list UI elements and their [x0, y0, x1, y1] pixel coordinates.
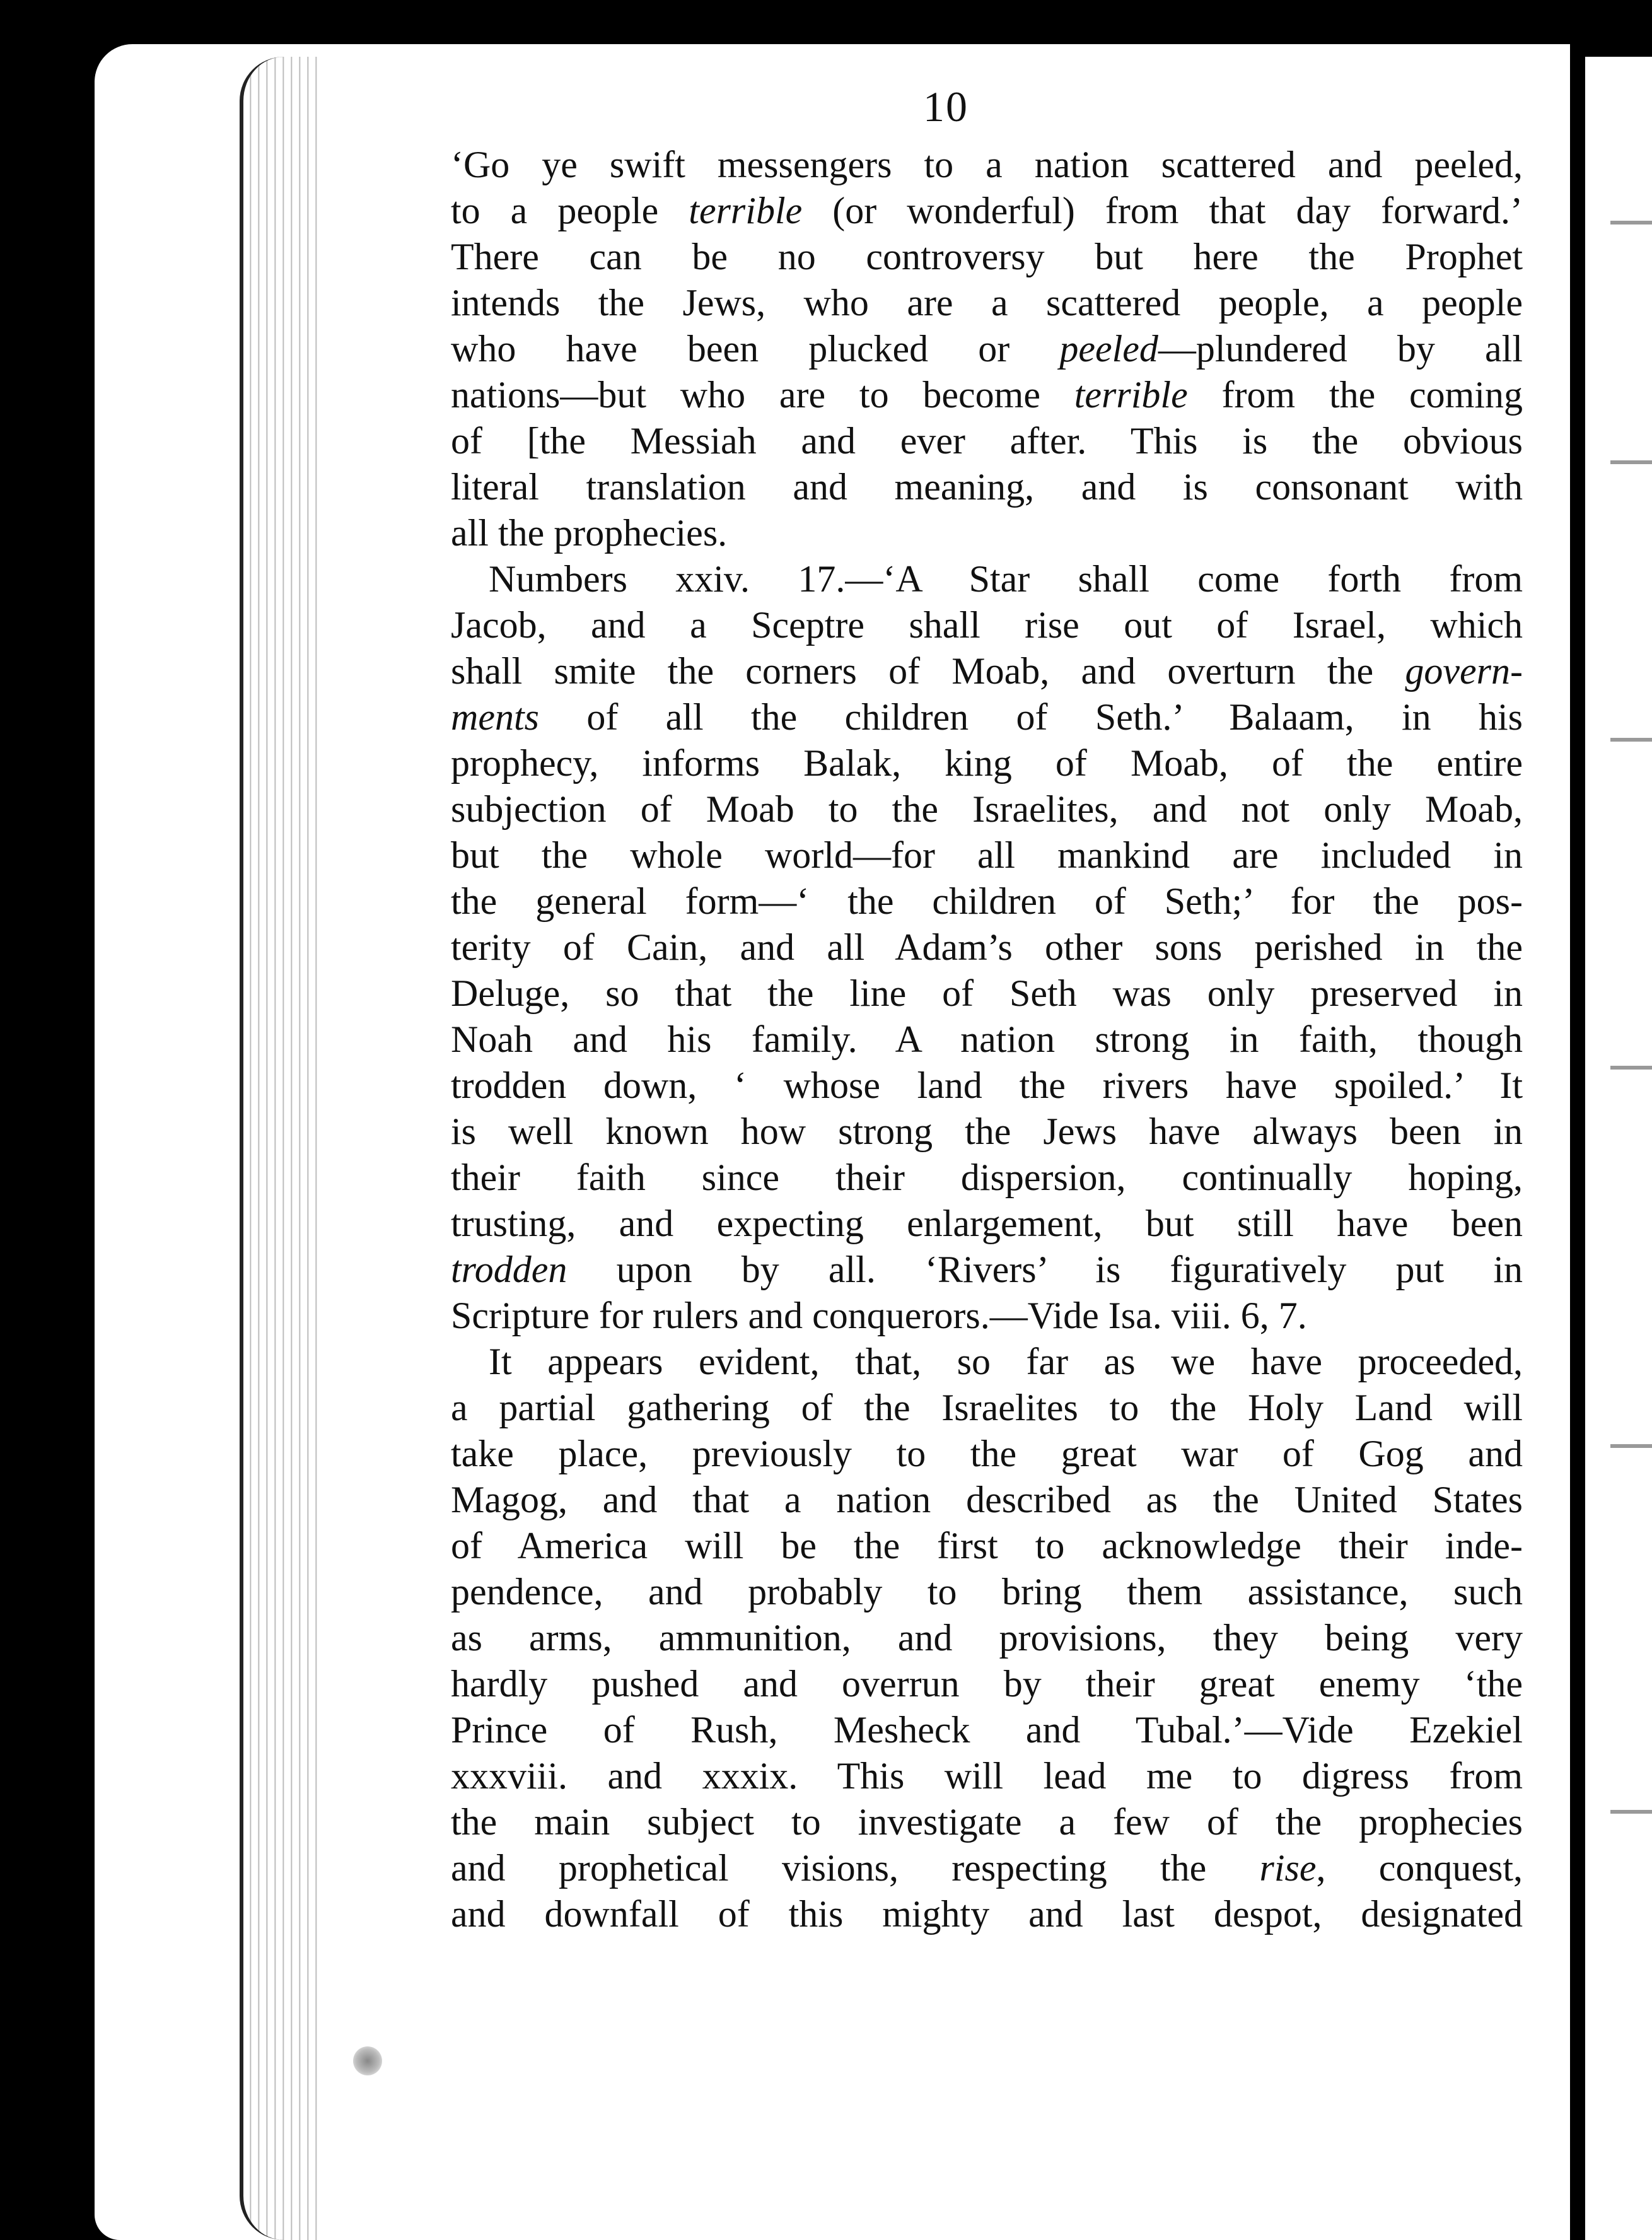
page-edges — [240, 57, 319, 2240]
facing-page-edge — [1583, 57, 1652, 2240]
text-line — [451, 1385, 1523, 1431]
text-line — [451, 602, 1523, 648]
text-run: , conquest, — [1316, 1847, 1523, 1889]
text-run: Magog, and that a nation described as the United States — [451, 1479, 1523, 1520]
text-line — [451, 1109, 1523, 1155]
text-line — [451, 464, 1523, 510]
text-line — [451, 510, 1523, 556]
text-run: It appears evident, that, so far as we have proceeded, — [489, 1341, 1523, 1382]
text-run: from the coming — [1187, 374, 1523, 416]
text-run: to a people — [451, 190, 689, 231]
text-run: Prince of Rush, Mesheck and Tubal.’—Vide Ezekiel — [451, 1709, 1523, 1751]
text-line — [451, 326, 1523, 372]
text-run: pendence, and probably to bring them assistance, such — [451, 1571, 1523, 1613]
text-line — [451, 1247, 1523, 1293]
text-line — [451, 188, 1523, 234]
gutter-shadow — [1571, 57, 1583, 2240]
text-run: Numbers xxiv. 17.—‘A Star shall come forth from — [489, 558, 1523, 600]
text-run: hardly pushed and overrun by their great enemy ‘the — [451, 1663, 1523, 1705]
text-run: (or wonderful) from that day forward.’ — [802, 190, 1523, 231]
text-run: is well known how strong the Jews have always been in — [451, 1111, 1523, 1152]
text-run: trodden down, ‘ whose land the rivers have spoiled.’ It — [451, 1065, 1523, 1106]
text-line — [451, 971, 1523, 1017]
italic-text: govern- — [1405, 650, 1523, 692]
text-line — [451, 1201, 1523, 1247]
text-line — [451, 1017, 1523, 1063]
text-line — [451, 556, 1523, 602]
text-line — [451, 878, 1523, 925]
text-run: subjection of Moab to the Israelites, and not only Moab, — [451, 788, 1523, 830]
text-run: upon by all. ‘Rivers’ is figuratively put in — [567, 1249, 1523, 1290]
italic-text: ments — [451, 696, 539, 738]
text-line — [451, 1063, 1523, 1109]
text-line — [451, 142, 1523, 188]
text-run: prophecy, informs Balak, king of Moab, of the entire — [451, 742, 1523, 784]
text-line — [451, 740, 1523, 786]
text-run: literal translation and meaning, and is consonant with — [451, 466, 1523, 508]
text-run: their faith since their dispersion, continually hoping, — [451, 1157, 1523, 1198]
text-line — [451, 925, 1523, 971]
text-line — [451, 1615, 1523, 1661]
text-line — [451, 1523, 1523, 1569]
text-run: There can be no controversy but here the Prophet — [451, 236, 1523, 277]
text-run: Jacob, and a Sceptre shall rise out of Israel, which — [451, 604, 1523, 646]
text-line — [451, 1753, 1523, 1799]
text-run: shall smite the corners of Moab, and overturn the — [451, 650, 1405, 692]
text-run: Deluge, so that the line of Seth was only preserved in — [451, 972, 1523, 1014]
italic-text: trodden — [451, 1249, 567, 1290]
text-line — [451, 1293, 1523, 1339]
text-line — [451, 1569, 1523, 1615]
text-line — [451, 694, 1523, 740]
text-run: of all the children of Seth.’ Balaam, in his — [538, 696, 1523, 738]
text-run: —plundered by all — [1158, 328, 1523, 370]
text-line — [451, 1477, 1523, 1523]
text-run: the main subject to investigate a few of the prophecies — [451, 1801, 1523, 1843]
text-run: trusting, and expecting enlargement, but still have been — [451, 1203, 1523, 1244]
text-run: Noah and his family. A nation strong in faith, though — [451, 1018, 1523, 1060]
text-run: intends the Jews, who are a scattered people, a people — [451, 282, 1523, 324]
text-line — [451, 418, 1523, 464]
text-line — [451, 280, 1523, 326]
text-run: a partial gathering of the Israelites to the Holy Land will — [451, 1387, 1523, 1428]
text-line — [451, 648, 1523, 694]
text-line — [451, 786, 1523, 832]
text-run: who have been plucked or — [451, 328, 1060, 370]
text-run: terity of Cain, and all Adam’s other sons perished in the — [451, 926, 1523, 968]
text-run: and downfall of this mighty and last despot, designated — [451, 1893, 1523, 1935]
text-line — [451, 1155, 1523, 1201]
text-run: the general form—‘ the children of Seth;’ for the pos- — [451, 880, 1523, 922]
text-line — [451, 1891, 1523, 1937]
text-run: take place, previously to the great war of Gog and — [451, 1433, 1523, 1474]
text-run: as arms, ammunition, and provisions, they being very — [451, 1617, 1523, 1659]
text-run: Scripture for rulers and conquerors.—Vide Isa. viii. 6, 7. — [451, 1295, 1307, 1336]
text-line — [451, 372, 1523, 418]
text-run: of America will be the first to acknowledge their inde- — [451, 1525, 1523, 1566]
text-line — [451, 1845, 1523, 1891]
italic-text: peeled — [1059, 328, 1158, 370]
text-line — [451, 1339, 1523, 1385]
text-line — [451, 1431, 1523, 1477]
italic-text: terrible — [1074, 374, 1188, 416]
text-line — [451, 1707, 1523, 1753]
page-number: 10 — [923, 83, 969, 131]
text-run: but the whole world—for all mankind are included in — [451, 834, 1523, 876]
text-line — [451, 1799, 1523, 1845]
text-line — [451, 234, 1523, 280]
paper-blemish — [353, 2046, 382, 2075]
text-run: xxxviii. and xxxix. This will lead me to digress from — [451, 1755, 1523, 1797]
text-line — [451, 832, 1523, 878]
text-run: ‘Go ye swift messengers to a nation scattered and peeled, — [451, 144, 1523, 185]
body-text — [451, 142, 1523, 1937]
italic-text: rise — [1259, 1847, 1317, 1889]
text-run: nations—but who are to become — [451, 374, 1074, 416]
text-run: of [the Messiah and ever after. This is the obvious — [451, 420, 1523, 462]
text-line — [451, 1661, 1523, 1707]
text-run: and prophetical visions, respecting the — [451, 1847, 1260, 1889]
italic-text: terrible — [689, 190, 803, 231]
text-run: all the prophecies. — [451, 512, 728, 554]
